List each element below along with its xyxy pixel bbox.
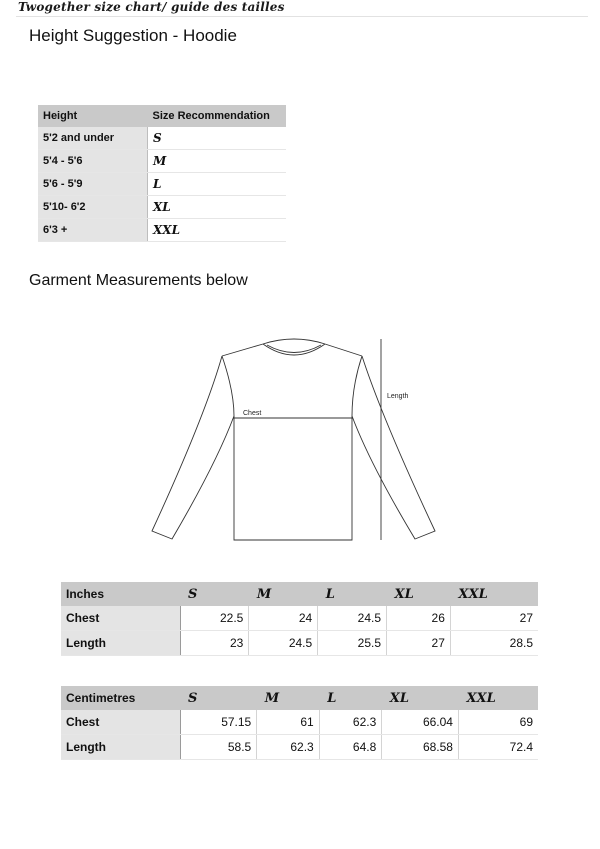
- value-cell: 69: [458, 710, 538, 735]
- size-header: XXL: [458, 686, 538, 710]
- height-cell: 6'3 +: [38, 219, 148, 242]
- value-cell: 27: [450, 606, 538, 631]
- size-header: L: [318, 582, 387, 606]
- table-header-row: [61, 582, 538, 606]
- header-divider: [16, 16, 588, 17]
- neckline-back: [263, 339, 325, 344]
- height-section-title: Height Suggestion - Hoodie: [29, 26, 237, 45]
- size-header: XXL: [450, 582, 538, 606]
- size-cell: S: [148, 127, 287, 150]
- table-row: [38, 150, 286, 173]
- height-cell: 5'4 - 5'6: [38, 150, 148, 173]
- value-cell: 28.5: [450, 631, 538, 656]
- value-cell: 64.8: [319, 735, 382, 760]
- size-cell: L: [148, 173, 287, 196]
- value-cell: 61: [257, 710, 320, 735]
- centimetres-table: [61, 686, 538, 760]
- table-row: [61, 735, 538, 760]
- value-cell: 26: [387, 606, 451, 631]
- value-cell: 24: [249, 606, 318, 631]
- size-header: M: [249, 582, 318, 606]
- height-suggestion-table: [38, 105, 286, 242]
- neckline-front: [263, 344, 325, 355]
- table-header-row: [61, 686, 538, 710]
- table-row: [61, 631, 538, 656]
- row-label: Length: [61, 735, 180, 760]
- table-row: [38, 196, 286, 219]
- garment-diagram: [150, 336, 440, 546]
- value-cell: 25.5: [318, 631, 387, 656]
- column-header: Height: [38, 105, 148, 127]
- size-header: S: [180, 582, 249, 606]
- size-header: XL: [382, 686, 459, 710]
- row-label: Chest: [61, 710, 180, 735]
- size-cell: M: [148, 150, 287, 173]
- value-cell: 62.3: [257, 735, 320, 760]
- table-row: [38, 127, 286, 150]
- row-label: Length: [61, 631, 180, 656]
- size-header: XL: [387, 582, 451, 606]
- table-header-row: [38, 105, 286, 127]
- height-cell: 5'6 - 5'9: [38, 173, 148, 196]
- size-header: L: [319, 686, 382, 710]
- right-sleeve: [352, 356, 435, 539]
- table-row: [38, 173, 286, 196]
- value-cell: 23: [180, 631, 249, 656]
- chest-label: Chest: [243, 410, 262, 417]
- value-cell: 22.5: [180, 606, 249, 631]
- inches-table: [61, 582, 538, 656]
- table-row: [38, 219, 286, 242]
- left-sleeve: [152, 356, 234, 539]
- value-cell: 57.15: [180, 710, 257, 735]
- value-cell: 27: [387, 631, 451, 656]
- size-cell: XXL: [148, 219, 287, 242]
- column-header: Size Recommendation: [148, 105, 287, 127]
- garment-section-title: Garment Measurements below: [29, 272, 248, 289]
- unit-label: Inches: [61, 582, 180, 606]
- value-cell: 24.5: [249, 631, 318, 656]
- value-cell: 66.04: [382, 710, 459, 735]
- value-cell: 72.4: [458, 735, 538, 760]
- left-shoulder-line: [222, 344, 263, 356]
- unit-label: Centimetres: [61, 686, 180, 710]
- height-cell: 5'10- 6'2: [38, 196, 148, 219]
- table-row: [61, 606, 538, 631]
- value-cell: 62.3: [319, 710, 382, 735]
- table-row: [61, 710, 538, 735]
- height-cell: 5'2 and under: [38, 127, 148, 150]
- length-label: Length: [387, 393, 409, 400]
- body-outline: [222, 356, 362, 540]
- right-shoulder-line: [325, 344, 362, 356]
- size-cell: XL: [148, 196, 287, 219]
- row-label: Chest: [61, 606, 180, 631]
- value-cell: 58.5: [180, 735, 257, 760]
- size-header: M: [257, 686, 320, 710]
- brand-title: Twogether size chart/ guide des tailles: [18, 0, 285, 14]
- value-cell: 68.58: [382, 735, 459, 760]
- size-header: S: [180, 686, 257, 710]
- value-cell: 24.5: [318, 606, 387, 631]
